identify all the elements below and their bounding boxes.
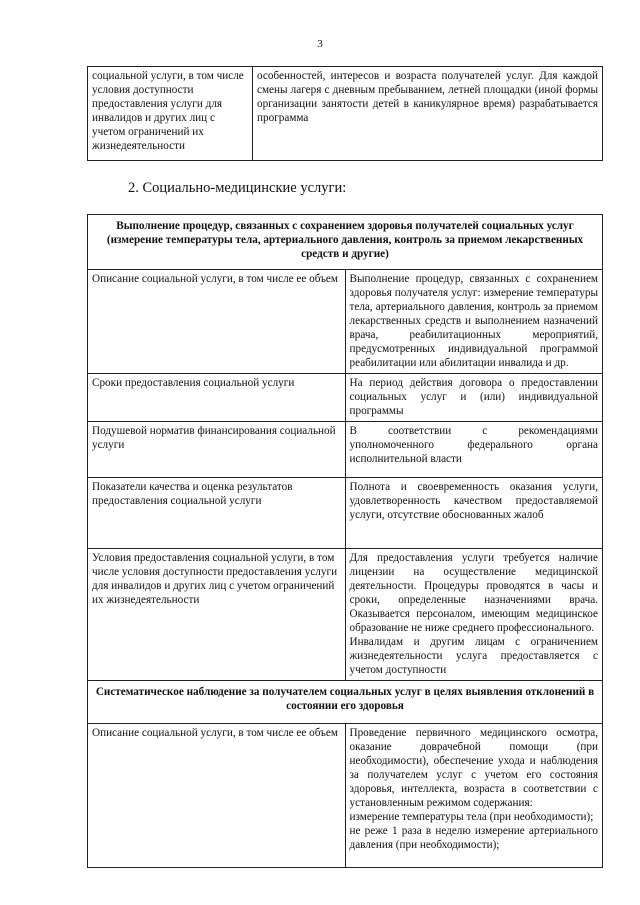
row-label: Условия предоставления социальной услуги, в том числе условия доступности предоставления услуги для инвалидов и других лиц с учетом ограничений их жизнедеятельности — [88, 549, 346, 681]
row-text: Полнота и своевременность оказания услуги, удовлетворенность качеством предоставляемой услуги, отсутствие обоснованных жалоб — [345, 478, 603, 549]
continuation-table — [87, 66, 603, 161]
table-row — [88, 374, 603, 422]
table-row — [88, 270, 603, 374]
service-title-row — [88, 215, 603, 270]
row-text-paragraph: Для предоставления услуги требуется наличие лицензии на осуществление медицинской деятельности. Процедуры проводятся в часы и сроки, определенные назначениями врача. Оказывается персоналом, имеющим медицинское образование не ниже среднего профессионального. — [349, 552, 598, 634]
service-title: Систематическое наблюдение за получателем социальных услуг в целях выявления отклонений в состоянии его здоровья — [88, 681, 603, 724]
section-heading: 2. Социально-медицинские услуги: — [128, 180, 347, 196]
table-row — [88, 478, 603, 549]
row-label: Подушевой норматив финансирования социальной услуги — [88, 422, 346, 478]
row-label: Показатели качества и оценка результатов предоставления социальной услуги — [88, 478, 346, 549]
row-label: Описание социальной услуги, в том числе ее объем — [88, 270, 346, 374]
row-label: Сроки предоставления социальной услуги — [88, 374, 346, 422]
table-row — [88, 422, 603, 478]
row-text-cell — [345, 724, 603, 868]
row-text-paragraph: Проведение первичного медицинского осмотра, оказание доврачебной помощи (при необходимости), обеспечение ухода и наблюдения за получателем услуг с учетом его состояния здоровья, интеллекта, возраста в соответствии с установленным режимом содержания: — [349, 727, 598, 809]
page-number: 3 — [317, 38, 323, 50]
row-text: В соответствии с рекомендациями уполномоченного федерального органа исполнительной власти — [345, 422, 603, 478]
list-item: измерение температуры тела (при необходимости); — [349, 811, 594, 823]
row-text: На период действия договора о предоставлении социальных услуг и (или) индивидуальной программы — [345, 374, 603, 422]
table-row — [88, 549, 603, 681]
row-label: Описание социальной услуги, в том числе ее объем — [88, 724, 346, 868]
table-row — [88, 67, 603, 161]
row-text-paragraph: Инвалидам и другим лицам с ограничением жизнедеятельности услуга предоставляется с учетом доступности — [349, 636, 598, 676]
services-table — [87, 214, 603, 868]
row-text: Выполнение процедур, связанных с сохранением здоровья получателя услуг: измерение температуры тела, артериального давления, контроль за приемом лекарственных средств и выполнением назначений врача, реабилитационных мероприятий, предусмотренных индивидуальной программой реабилитации или абилитации инвалида и др. — [345, 270, 603, 374]
table-row — [88, 724, 603, 868]
row-text-cell — [345, 549, 603, 681]
row-text: особенностей, интересов и возраста получателей услуг. Для каждой смены лагеря с дневным пребыванием, летней площадки (иной формы организации занятости детей в каникулярное время) разрабатывается программа — [253, 67, 603, 161]
list-item: не реже 1 раза в неделю измерение артериального давления (при необходимости); — [349, 825, 598, 851]
service-title: Выполнение процедур, связанных с сохранением здоровья получателей социальных услуг (измерение температуры тела, артериального давления, контроль за приемом лекарственных средств и другие) — [88, 215, 603, 270]
row-label: социальной услуги, в том числе условия доступности предоставления услуги для инвалидов и других лиц с учетом ограничений их жизнедеятельности — [88, 67, 253, 161]
service-title-row — [88, 681, 603, 724]
